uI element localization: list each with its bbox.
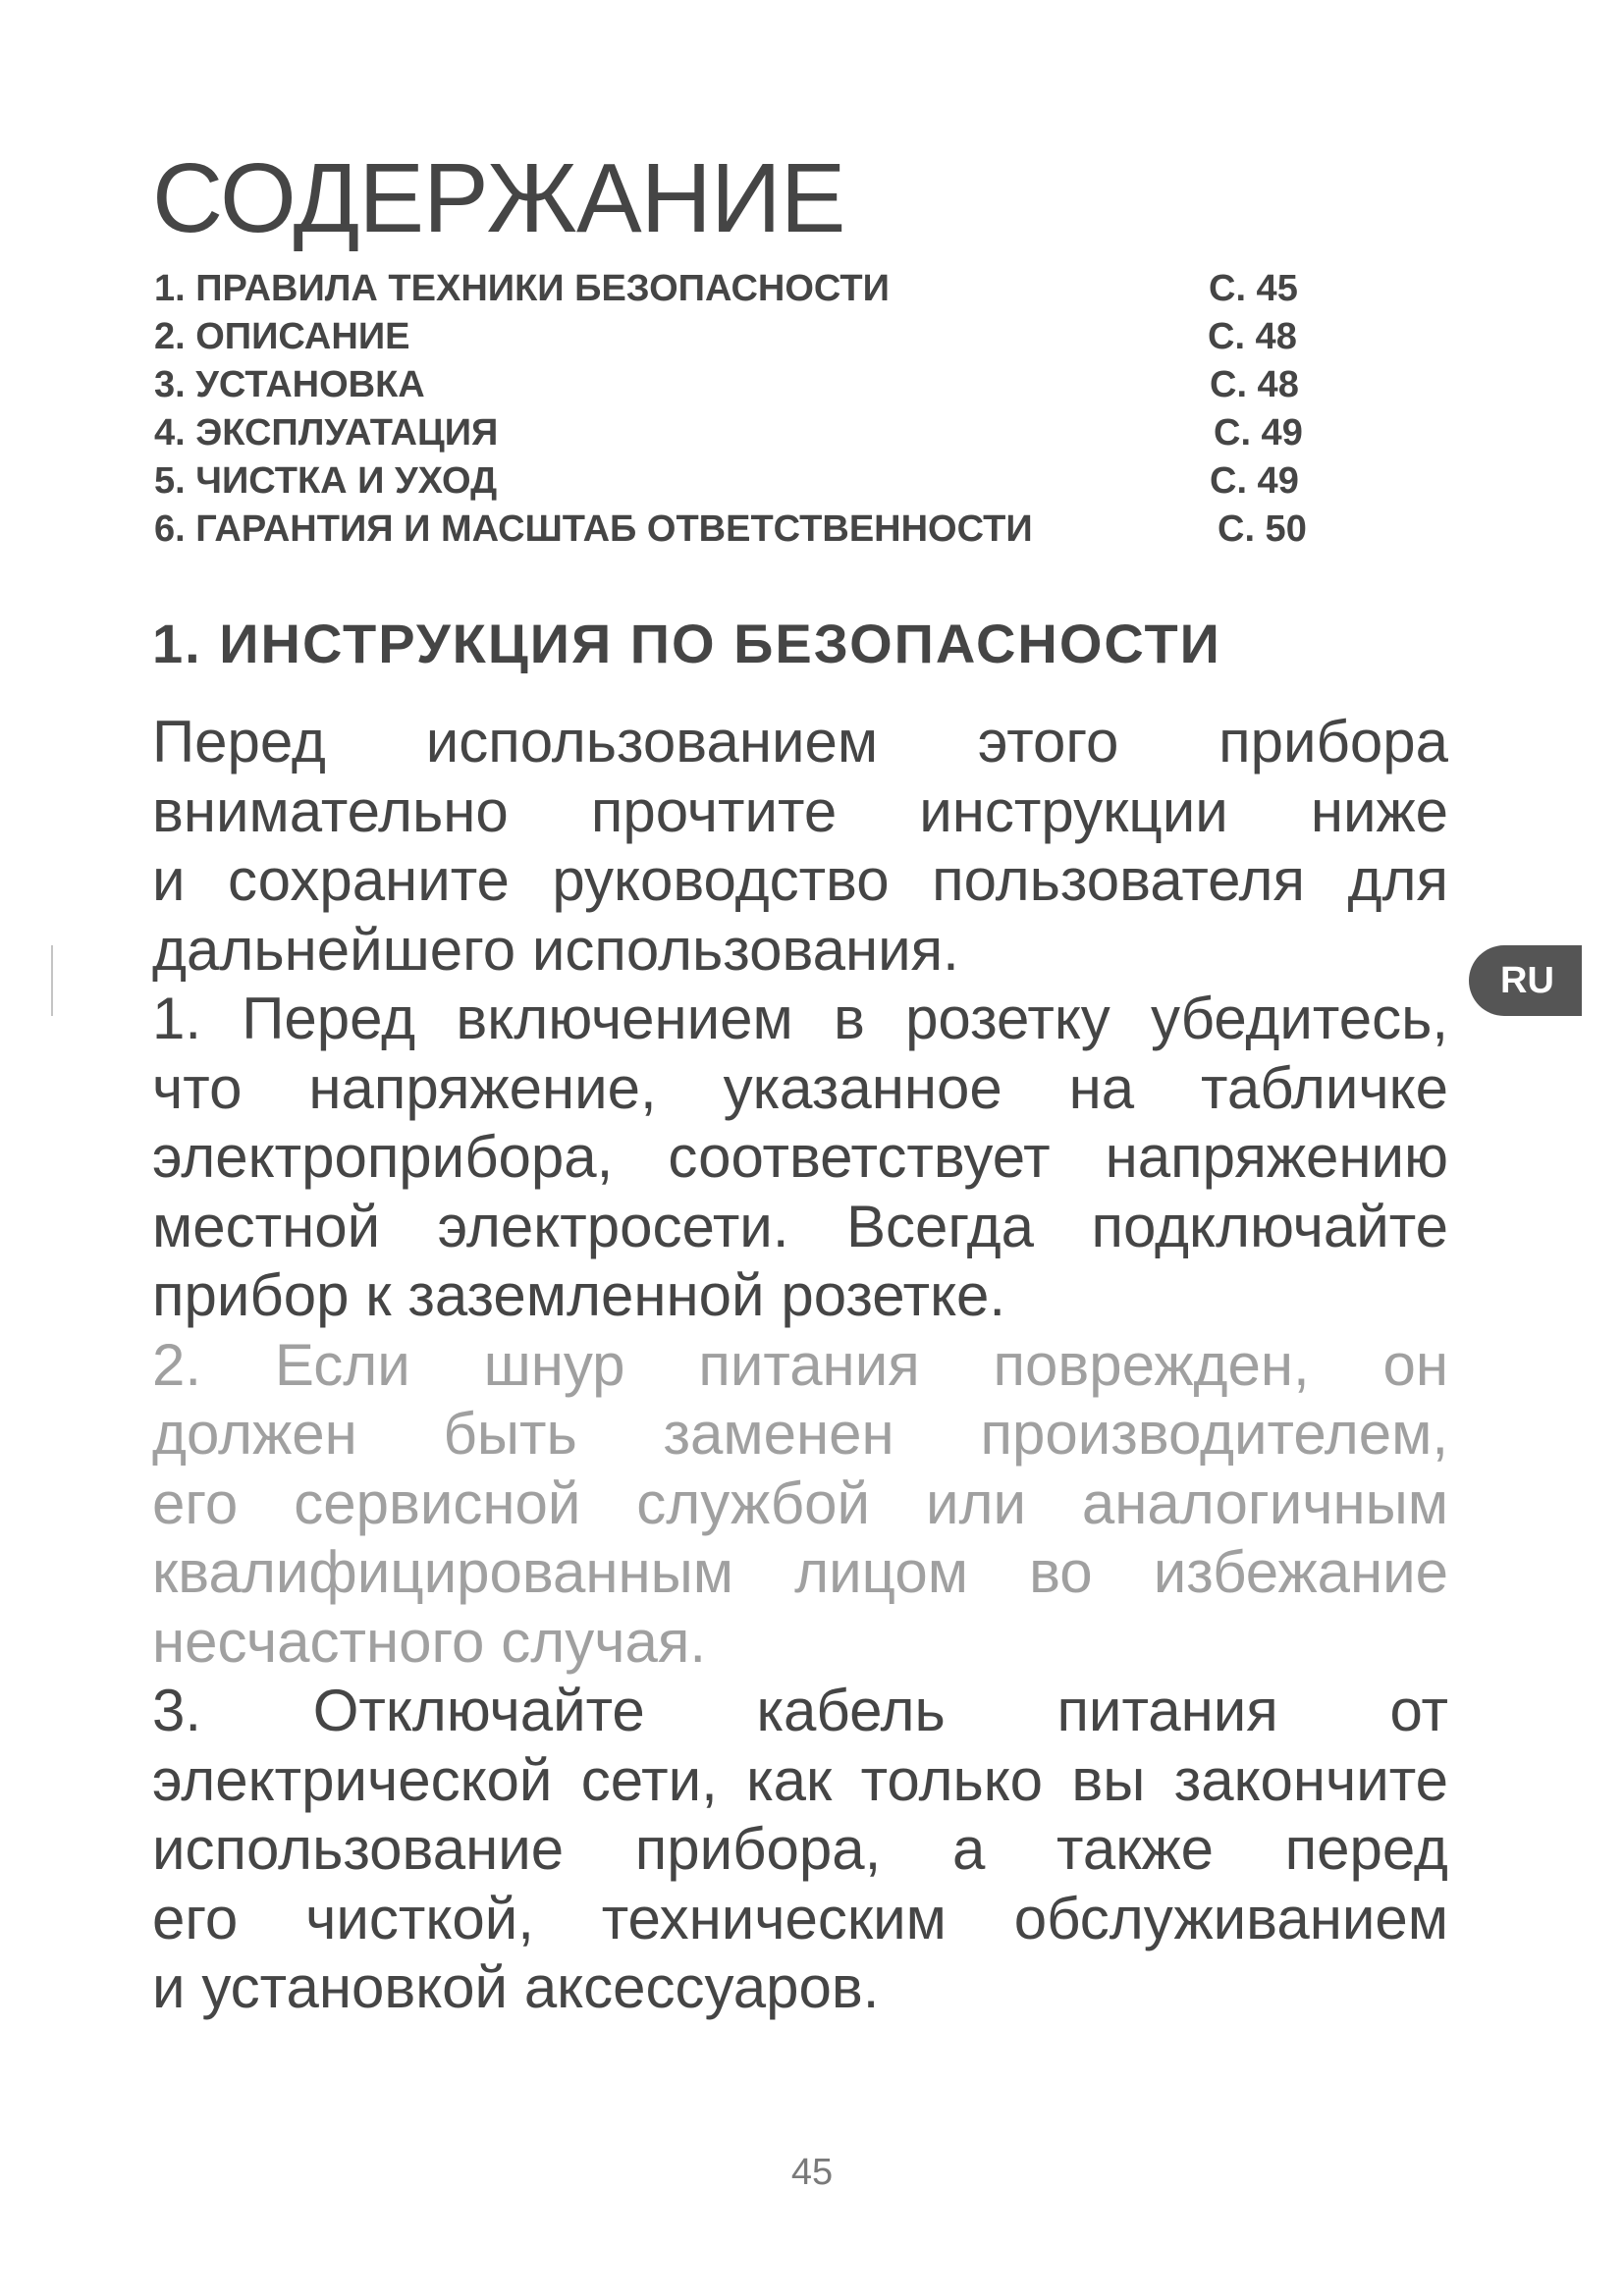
word: прибора	[1218, 709, 1448, 774]
word: и	[152, 847, 186, 913]
word: от	[1389, 1678, 1448, 1743]
text-line	[152, 1953, 1448, 2023]
word: питания	[698, 1331, 920, 1398]
table-of-contents	[154, 265, 1332, 554]
text-line	[152, 1815, 1448, 1885]
language-tab-ru[interactable]: RU	[1469, 945, 1582, 1016]
word: этого	[977, 709, 1119, 774]
word: электрической	[152, 1746, 553, 1813]
text-line	[152, 708, 1448, 777]
toc-item[interactable]	[154, 457, 1332, 506]
word: Если	[274, 1331, 410, 1398]
word: подключайте	[1091, 1193, 1448, 1259]
word: техническим	[601, 1885, 947, 1951]
toc-item-page: С. 48	[1208, 316, 1297, 357]
word: что	[152, 1054, 243, 1121]
text-line	[152, 1677, 1448, 1746]
word: прибор	[152, 1262, 350, 1328]
word: включением	[456, 986, 793, 1051]
word: кабель	[756, 1678, 946, 1743]
word: его	[152, 1885, 239, 1951]
text-line	[152, 1261, 1448, 1331]
toc-item-page: С. 48	[1210, 364, 1299, 405]
word: он	[1382, 1331, 1448, 1398]
word: инструкции	[919, 777, 1228, 844]
word: случая.	[501, 1608, 706, 1675]
word: перед	[1284, 1816, 1448, 1882]
word: напряжению	[1105, 1124, 1448, 1190]
text-line	[152, 1400, 1448, 1469]
word: в	[833, 986, 865, 1051]
word: к	[365, 1262, 392, 1328]
word: службой	[636, 1469, 871, 1536]
word: электросети.	[437, 1193, 789, 1259]
word: чисткой,	[305, 1885, 534, 1951]
word: внимательно	[152, 777, 509, 844]
word: на	[1068, 1054, 1135, 1121]
text-line	[152, 1054, 1448, 1124]
word: избежание	[1153, 1539, 1448, 1605]
text-line	[152, 777, 1448, 847]
word: Перед	[242, 986, 416, 1051]
word: 1.	[152, 986, 202, 1051]
page-title: СОДЕРЖАНИЕ	[152, 143, 845, 253]
toc-item-page: С. 49	[1214, 412, 1303, 454]
word: заземленной	[407, 1262, 765, 1328]
word: аксессуаров.	[523, 1954, 880, 2020]
word: и	[152, 1954, 186, 2020]
word: Перед	[152, 709, 326, 774]
word: лицом	[794, 1539, 968, 1605]
word: руководство	[552, 847, 890, 913]
text-line	[152, 1123, 1448, 1193]
text-line	[152, 1193, 1448, 1262]
word: табличке	[1201, 1054, 1448, 1121]
word: для	[1347, 847, 1448, 913]
word: убедитесь,	[1150, 986, 1448, 1051]
safety-instructions-text	[152, 708, 1448, 2023]
word: дальнейшего	[152, 916, 516, 983]
toc-item-label: 5. ЧИСТКА И УХОД	[154, 460, 498, 502]
text-line	[152, 1469, 1448, 1539]
word: местной	[152, 1193, 381, 1259]
text-line	[152, 1331, 1448, 1401]
text-line	[152, 1538, 1448, 1608]
word: соответствует	[668, 1124, 1051, 1190]
toc-item[interactable]	[154, 409, 1332, 457]
toc-item-label: 6. ГАРАНТИЯ И МАСШТАБ ОТВЕТСТВЕННОСТИ	[154, 508, 1033, 550]
toc-item-label: 1. ПРАВИЛА ТЕХНИКИ БЕЗОПАСНОСТИ	[154, 268, 890, 309]
margin-mark	[51, 945, 53, 1016]
word: Всегда	[846, 1193, 1034, 1259]
word: как	[746, 1746, 833, 1813]
toc-item[interactable]	[154, 361, 1332, 409]
word: пользователя	[932, 847, 1306, 913]
toc-item-label: 4. ЭКСПЛУАТАЦИЯ	[154, 412, 499, 454]
word: использования.	[531, 916, 959, 983]
word: аналогичным	[1081, 1469, 1448, 1536]
word: квалифицированным	[152, 1539, 734, 1605]
word: обслуживанием	[1013, 1885, 1448, 1951]
word: указанное	[723, 1054, 1002, 1121]
word: 3.	[152, 1678, 202, 1743]
toc-item[interactable]	[154, 265, 1332, 313]
word: производителем,	[980, 1401, 1448, 1467]
word: поврежден,	[993, 1331, 1310, 1398]
word: вы	[1071, 1746, 1146, 1813]
word: быть	[443, 1401, 577, 1467]
word: закончите	[1173, 1746, 1448, 1813]
word: а	[952, 1816, 986, 1882]
word: Отключайте	[312, 1678, 645, 1743]
word: розетку	[905, 986, 1110, 1051]
toc-item[interactable]	[154, 506, 1332, 554]
word: сети,	[580, 1746, 718, 1813]
toc-item-page: С. 50	[1218, 508, 1307, 550]
word: только	[860, 1746, 1044, 1813]
word: питания	[1056, 1678, 1278, 1743]
word: прочтите	[590, 777, 838, 844]
word: его	[152, 1469, 239, 1536]
word: должен	[152, 1401, 357, 1467]
word: прибора,	[634, 1816, 882, 1882]
text-line	[152, 1608, 1448, 1678]
word: использование	[152, 1816, 565, 1882]
text-line	[152, 846, 1448, 916]
word: несчастного	[152, 1608, 485, 1675]
toc-item-page: С. 49	[1210, 460, 1299, 502]
toc-item[interactable]	[154, 313, 1332, 361]
text-line	[152, 1885, 1448, 1954]
toc-item-label: 2. ОПИСАНИЕ	[154, 316, 410, 357]
word: сервисной	[294, 1469, 581, 1536]
word: сохраните	[227, 847, 510, 913]
text-line	[152, 985, 1448, 1054]
word: электроприбора,	[152, 1124, 614, 1190]
page-number: 45	[790, 2152, 834, 2193]
text-line	[152, 1746, 1448, 1816]
word: установкой	[201, 1954, 509, 2020]
word: использованием	[425, 709, 879, 774]
text-line	[152, 916, 1448, 986]
word: напряжение,	[308, 1054, 657, 1121]
word: во	[1029, 1539, 1093, 1605]
word: заменен	[663, 1401, 894, 1467]
toc-item-page: С. 45	[1209, 268, 1298, 309]
section-heading: 1. ИНСТРУКЦИЯ ПО БЕЗОПАСНОСТИ	[152, 613, 1221, 674]
word: или	[925, 1469, 1026, 1536]
toc-item-label: 3. УСТАНОВКА	[154, 364, 425, 405]
word: 2.	[152, 1331, 202, 1398]
word: ниже	[1310, 777, 1448, 844]
word: также	[1056, 1816, 1214, 1882]
word: розетке.	[781, 1262, 1006, 1328]
word: шнур	[483, 1331, 625, 1398]
